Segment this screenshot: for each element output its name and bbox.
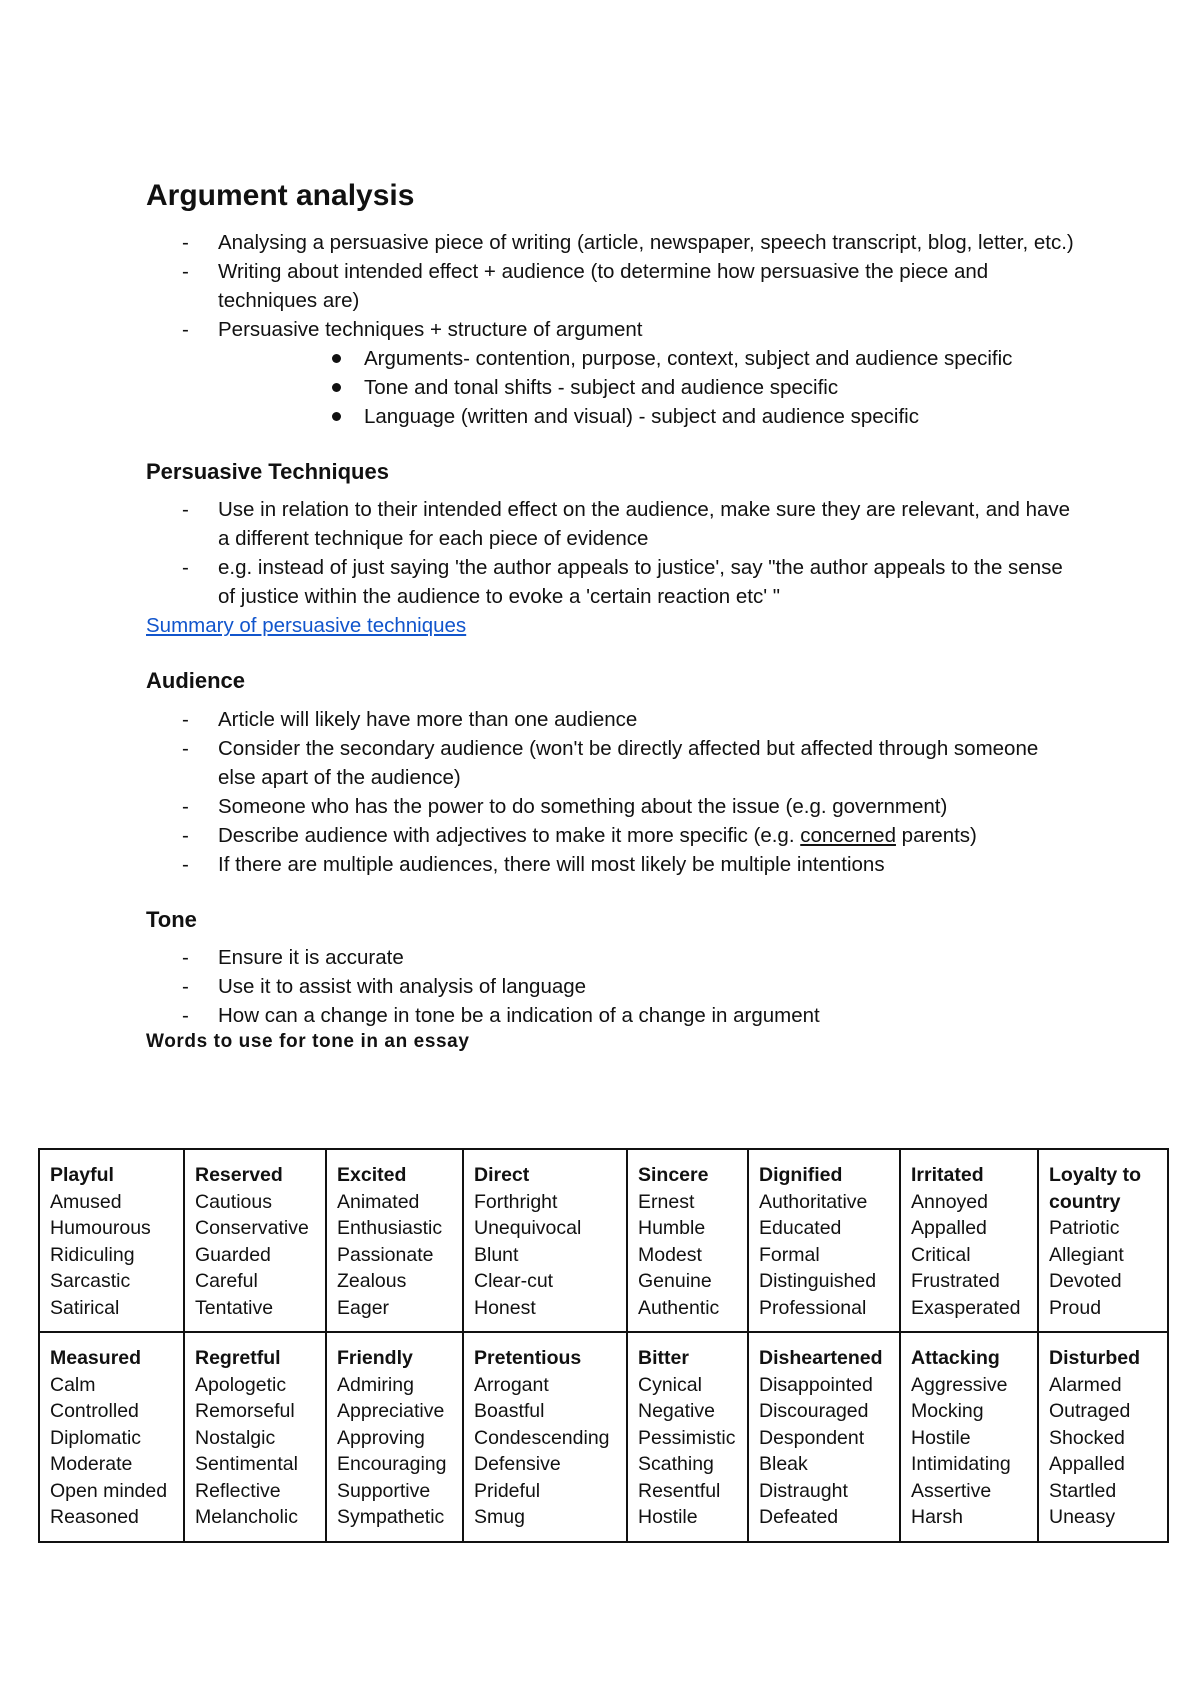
table-cell [748, 1332, 900, 1542]
tone-word: Guarded [195, 1243, 271, 1266]
tone-category: Attacking [911, 1347, 1000, 1369]
tone-word: Scathing [638, 1453, 714, 1475]
tone-list [146, 943, 1076, 1030]
tone-word: Honest [474, 1296, 536, 1319]
tone-category: Measured [50, 1347, 142, 1369]
list-item: - e.g. instead of just saying 'the author appeals to justice', say "the author appeals to the sense of justice within the audience to evoke a 'certain reaction etc' " [146, 553, 1076, 611]
tone-word: Shocked [1049, 1426, 1125, 1449]
tone-word: Devoted [1049, 1270, 1122, 1292]
tone-category: Friendly [337, 1347, 413, 1369]
list-item: Tone and tonal shifts - subject and audience specific [146, 373, 1076, 402]
page-title: Argument analysis [146, 179, 415, 212]
tone-word: Critical [911, 1243, 971, 1266]
tone-category: Reserved [195, 1164, 283, 1186]
tone-word: Reasoned [50, 1506, 139, 1528]
table-cell [1038, 1332, 1168, 1542]
list-item: Language (written and visual) - subject and audience specific [146, 402, 1076, 431]
table-cell [627, 1332, 748, 1542]
tone-word: Exasperated [911, 1296, 1021, 1319]
list-item [146, 821, 1076, 850]
tone-words-table [38, 1148, 1169, 1543]
tone-word: Nostalgic [195, 1426, 276, 1449]
summary-link[interactable]: Summary of persuasive techniques [146, 614, 467, 638]
tone-word: Passionate [337, 1243, 434, 1266]
tone-word: Prideful [474, 1479, 541, 1502]
list-item: - If there are multiple audiences, there will most likely be multiple intentions [146, 850, 1076, 879]
tone-word: Conservative [195, 1217, 309, 1239]
tone-word: Diplomatic [50, 1426, 142, 1449]
list-item: - Article will likely have more than one audience [146, 705, 1076, 734]
list-item: - Writing about intended effect + audience (to determine how persuasive the piece and techniques are) [146, 257, 1076, 315]
audience-list [146, 705, 1076, 879]
tone-word: Moderate [50, 1453, 133, 1475]
tone-word: Pessimistic [638, 1426, 736, 1449]
table-cell [463, 1149, 627, 1332]
table-row [39, 1332, 1168, 1542]
tone-word: Remorseful [195, 1400, 295, 1422]
tone-word: Sarcastic [50, 1270, 131, 1292]
tone-word: Defeated [759, 1506, 839, 1528]
tone-word: Encouraging [337, 1453, 447, 1475]
tone-word: Proud [1049, 1296, 1102, 1319]
tone-word: Apologetic [195, 1373, 287, 1396]
tone-word: Satirical [50, 1296, 120, 1319]
table-cell [184, 1332, 326, 1542]
underlined-word: concerned [800, 823, 896, 847]
tone-word: Discouraged [759, 1400, 869, 1422]
tone-word: Outraged [1049, 1400, 1131, 1422]
tone-word: Humble [638, 1217, 706, 1239]
tone-word: Tentative [195, 1296, 274, 1319]
tone-word: Resentful [638, 1479, 721, 1502]
persuasive-list [146, 495, 1076, 611]
table-cell [39, 1332, 184, 1542]
tone-word: Disappointed [759, 1373, 873, 1396]
tone-word: Supportive [337, 1479, 431, 1502]
tone-word: Aggressive [911, 1373, 1008, 1396]
tone-word: Open minded [50, 1479, 168, 1502]
tone-word: Arrogant [474, 1373, 549, 1396]
tone-word: Appreciative [337, 1400, 445, 1422]
tone-category: Sincere [638, 1164, 709, 1186]
tone-word: Authentic [638, 1296, 720, 1319]
tone-word: Cynical [638, 1373, 702, 1396]
tone-word: Authoritative [759, 1190, 868, 1213]
tone-word: Appalled [1049, 1453, 1125, 1475]
table-cell [326, 1332, 463, 1542]
tone-word: Patriotic [1049, 1217, 1120, 1239]
table-cell [900, 1332, 1038, 1542]
tone-category: Pretentious [474, 1347, 582, 1369]
table-cell [39, 1149, 184, 1332]
tone-word: Enthusiastic [337, 1217, 443, 1239]
table-cell [184, 1149, 326, 1332]
tone-word: Distraught [759, 1479, 848, 1502]
tone-word: Intimidating [911, 1453, 1011, 1475]
tone-category: Disheartened [759, 1347, 883, 1369]
persuasive-section [146, 459, 1076, 640]
table-cell [748, 1149, 900, 1332]
tone-word: Frustrated [911, 1270, 1000, 1292]
tone-word: Annoyed [911, 1190, 988, 1213]
tone-word: Formal [759, 1243, 820, 1266]
tone-word: Allegiant [1049, 1243, 1124, 1266]
tone-word: Defensive [474, 1453, 561, 1475]
tone-word: Sentimental [195, 1453, 298, 1475]
tone-word: Condescending [474, 1426, 610, 1449]
tone-word: Forthright [474, 1190, 558, 1213]
tone-word: Startled [1049, 1479, 1117, 1502]
list-item: - Consider the secondary audience (won't be directly affected but affected through someone else apart of the audience) [146, 734, 1076, 792]
table-cell [326, 1149, 463, 1332]
tone-word: Harsh [911, 1506, 964, 1528]
tone-word: Alarmed [1049, 1373, 1122, 1396]
table-cell [1038, 1149, 1168, 1332]
intro-sublist [146, 344, 1076, 431]
tone-table-heading: Words to use for tone in an essay [146, 1031, 470, 1053]
tone-category: Excited [337, 1164, 407, 1186]
tone-word: Humourous [50, 1217, 151, 1239]
tone-word: Educated [759, 1217, 842, 1239]
tone-word: Uneasy [1049, 1506, 1116, 1528]
table-cell [627, 1149, 748, 1332]
tone-word: Boastful [474, 1400, 545, 1422]
text-run: Describe audience with adjectives to make it more specific (e.g. [218, 823, 801, 847]
tone-word: Distinguished [759, 1270, 877, 1292]
tone-word: Despondent [759, 1426, 865, 1449]
tone-word: Zealous [337, 1270, 407, 1292]
tone-word: Melancholic [195, 1506, 298, 1528]
tone-category: Bitter [638, 1347, 689, 1369]
tone-word: Mocking [911, 1400, 984, 1422]
tone-word: Cautious [195, 1190, 272, 1213]
tone-category: Disturbed [1049, 1347, 1141, 1369]
tone-word: Hostile [638, 1506, 698, 1528]
list-item: - How can a change in tone be a indication of a change in argument [146, 1001, 1076, 1030]
tone-word: Professional [759, 1296, 867, 1319]
tone-word: Controlled [50, 1400, 139, 1422]
list-item: - Someone who has the power to do something about the issue (e.g. government) [146, 792, 1076, 821]
tone-word: Admiring [337, 1373, 414, 1396]
section-heading: Tone [146, 906, 197, 932]
tone-word: Animated [337, 1190, 420, 1213]
tone-word: Genuine [638, 1270, 712, 1292]
tone-word: Modest [638, 1243, 702, 1266]
tone-word: Amused [50, 1190, 122, 1213]
tone-category: Direct [474, 1164, 530, 1186]
audience-section [146, 668, 1076, 878]
tone-word: Reflective [195, 1479, 281, 1502]
tone-word: Unequivocal [474, 1217, 582, 1239]
section-heading: Audience [146, 668, 246, 694]
tone-word: Blunt [474, 1243, 519, 1266]
section-heading: Persuasive Techniques [146, 459, 389, 484]
tone-word: Eager [337, 1296, 390, 1319]
tone-word: Ernest [638, 1190, 695, 1213]
tone-word: Calm [50, 1373, 96, 1396]
table-cell [900, 1149, 1038, 1332]
tone-section [146, 907, 1076, 1054]
tone-category: Dignified [759, 1164, 843, 1186]
table-cell [463, 1332, 627, 1542]
tone-category: Irritated [911, 1164, 984, 1186]
list-item: Arguments- contention, purpose, context, subject and audience specific [146, 344, 1076, 373]
tone-word: Smug [474, 1506, 525, 1528]
tone-category: Loyalty to country [1049, 1164, 1142, 1213]
tone-word: Assertive [911, 1479, 992, 1502]
tone-word: Negative [638, 1400, 715, 1422]
list-item: - Analysing a persuasive piece of writing (article, newspaper, speech transcript, blog, letter, etc.) [146, 228, 1076, 257]
list-item: - Persuasive techniques + structure of argument [146, 315, 1076, 344]
tone-word: Approving [337, 1426, 425, 1449]
list-item: - Ensure it is accurate [146, 943, 1076, 972]
tone-word: Clear-cut [474, 1270, 554, 1292]
tone-word: Sympathetic [337, 1506, 445, 1528]
tone-word: Bleak [759, 1453, 808, 1475]
tone-category: Regretful [195, 1347, 281, 1369]
table-row [39, 1149, 1168, 1332]
tone-word: Hostile [911, 1426, 971, 1449]
tone-word: Appalled [911, 1217, 987, 1239]
text-run: parents) [895, 823, 977, 847]
intro-list [146, 228, 1076, 344]
tone-word: Ridiculing [50, 1243, 135, 1266]
list-item: - Use it to assist with analysis of language [146, 972, 1076, 1001]
document-body [146, 178, 1076, 1054]
list-item: - Use in relation to their intended effect on the audience, make sure they are relevant, and have a different technique for each piece of evidence [146, 495, 1076, 553]
tone-category: Playful [50, 1164, 114, 1186]
tone-word: Careful [195, 1270, 258, 1292]
